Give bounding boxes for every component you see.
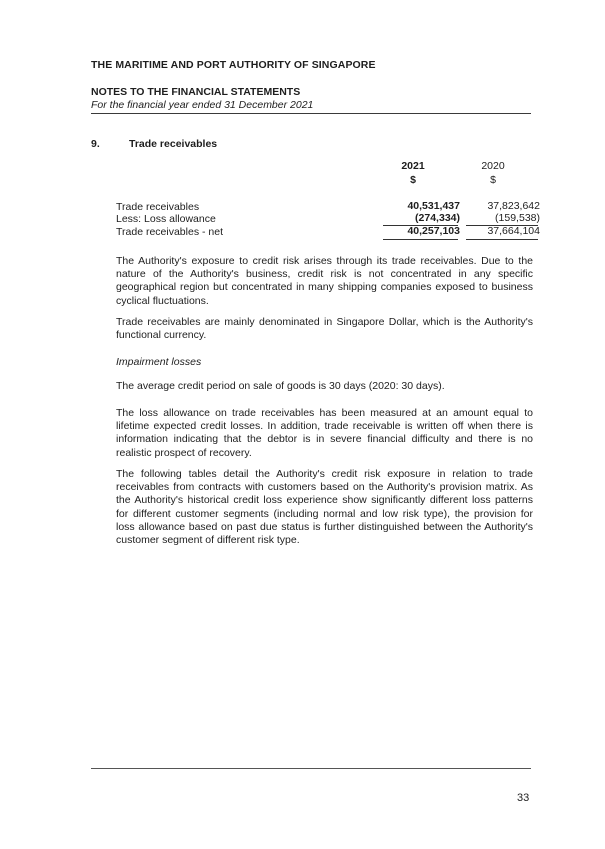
cell-2020-trade-receivables-net: 37,664,104	[487, 225, 540, 237]
cell-2020-trade-receivables: 37,823,642	[487, 200, 540, 212]
column-currency-2020: $	[490, 174, 496, 186]
paragraph-credit-risk-tables: The following tables detail the Authority's credit risk exposure in relation to trade receivables from contracts with customers based on the Authority's provision matrix. As the Authority's historical credit loss experience show significantly different loss patterns for different customer segments (including normal and low risk type), the provision for loss allowance based on past due status is further distinguished between the Authority's customer segment of different risk type.	[116, 468, 533, 547]
header-divider	[91, 113, 531, 114]
total-rule-2020	[466, 239, 538, 240]
section-title: Trade receivables	[129, 138, 218, 150]
row-label-trade-receivables: Trade receivables	[116, 201, 200, 213]
row-label-trade-receivables-net: Trade receivables - net	[116, 226, 223, 238]
cell-2020-loss-allowance: (159,538)	[495, 212, 540, 224]
page-number: 33	[517, 792, 530, 804]
paragraph-credit-period: The average credit period on sale of goods is 30 days (2020: 30 days).	[116, 380, 445, 392]
paragraph-currency: Trade receivables are mainly denominated in Singapore Dollar, which is the Authority's functional currency.	[116, 316, 533, 342]
financial-period: For the financial year ended 31 December 2021	[91, 99, 314, 111]
paragraph-credit-risk-exposure: The Authority's exposure to credit risk arises through its trade receivables. Due to the nature of the Authority's business, credit risk is not concentrated in any specific geographical region but concentrated in many shipping companies exposed to business cyclical fluctuations.	[116, 255, 533, 307]
total-rule-2021	[383, 239, 458, 240]
section-number: 9.	[91, 138, 100, 150]
footer-divider	[91, 768, 531, 769]
column-year-2021: 2021	[401, 160, 425, 172]
paragraph-loss-allowance: The loss allowance on trade receivables has been measured at an amount equal to lifetime expected credit losses. In addition, trade receivable is written off when there is information indicating that the debtor is in severe financial difficulty and there is no realistic prospect of recovery.	[116, 407, 533, 459]
column-year-2020: 2020	[481, 160, 505, 172]
impairment-losses-heading: Impairment losses	[116, 356, 202, 368]
organization-name: THE MARITIME AND PORT AUTHORITY OF SINGAPORE	[91, 59, 376, 71]
notes-title: NOTES TO THE FINANCIAL STATEMENTS	[91, 86, 301, 98]
cell-2021-trade-receivables-net: 40,257,103	[407, 225, 460, 237]
cell-2021-loss-allowance: (274,334)	[415, 212, 460, 224]
row-label-loss-allowance: Less: Loss allowance	[116, 213, 216, 225]
cell-2021-trade-receivables: 40,531,437	[407, 200, 460, 212]
column-currency-2021: $	[410, 174, 416, 186]
